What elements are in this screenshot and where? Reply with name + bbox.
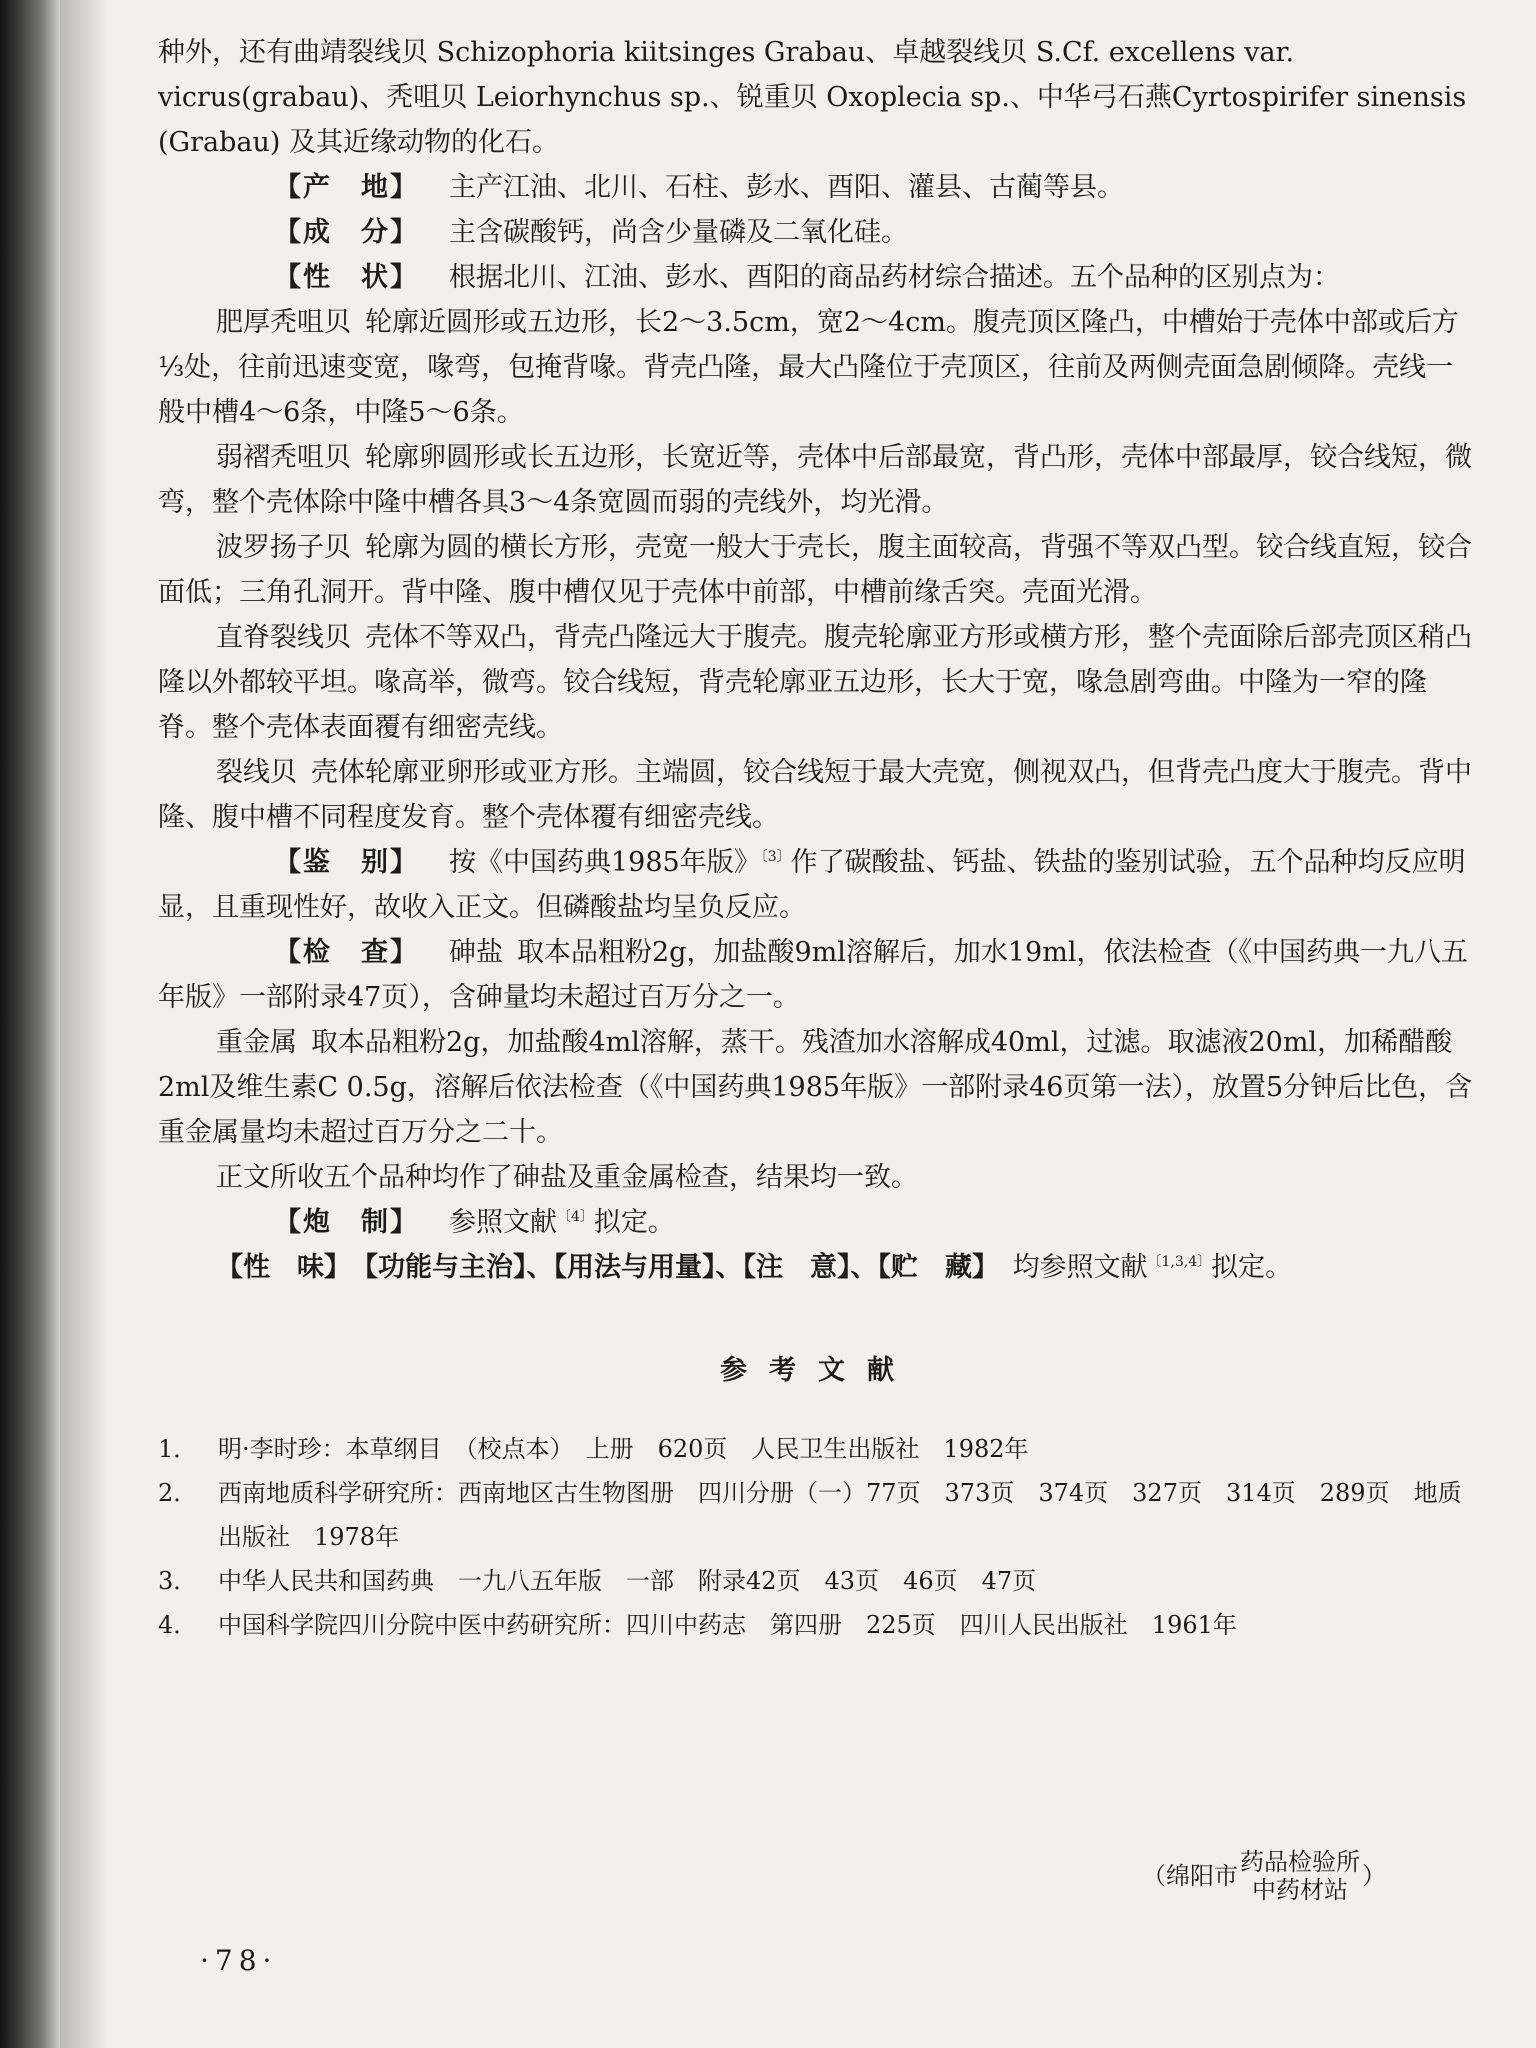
signature-institutions [1240,1848,1360,1904]
identification-heading: 【鉴 别】 [274,847,419,878]
signature-institution-2: 中药材站 [1252,1876,1348,1904]
intro-paragraph: 种外，还有曲靖裂线贝 Schizophoria kiitsinges Grabau、卓越裂线贝 S.Cf. excellens var. vicrus(grabau)、秃咀贝 Leiorhynchus sp.、锐重贝 Oxoplecia sp.、中华弓石燕Cyrtospirifer sinensis (Grabau) 及其近缘动物的化石。 [158,37,1467,158]
reference-text: 中国科学院四川分院中医中药研究所：四川中药志 第四册 225页 四川人民出版社 1961年 [218,1611,1237,1639]
signature-close: ） [1362,1862,1386,1890]
other-text-pre: 均参照文献 [985,1252,1148,1283]
reference-item [158,1471,1478,1559]
processing-heading: 【炮 制】 [274,1207,419,1238]
species-description: 壳体不等双凸，背壳凸隆远大于腹壳。腹壳轮廓亚方形或横方形，整个壳面除后部壳顶区稍凸隆以外都较平坦。喙高举，微弯。铰合线短，背壳轮廓亚五边形，长大于宽，喙急剧弯曲。中隆为一窄的隆脊。整个壳体表面覆有细密壳线。 [158,622,1472,743]
page-number: ·78· [200,1944,278,1977]
reference-text: 西南地质科学研究所：西南地区古生物图册 四川分册（一）77页 373页 374页 327页 314页 289页 地质出版社 1978年 [218,1479,1462,1551]
composition-heading: 【成 分】 [274,217,419,248]
reference-number: 1． [158,1435,198,1463]
species-paragraph [158,615,1478,750]
reference-item [158,1603,1478,1647]
species-name: 直脊裂线贝 [216,622,351,653]
citation-mark: 〔1,3,4〕 [1147,1254,1212,1270]
signature-city: （绵阳市 [1142,1862,1238,1890]
inspection-heading: 【检 查】 [274,937,419,968]
traits-section [158,255,1478,300]
traits-text: 根据北川、江油、彭水、酉阳的商品药材综合描述。五个品种的区别点为： [449,262,1340,293]
signature-institution-1: 药品检验所 [1240,1848,1360,1876]
species-name: 波罗扬子贝 [216,532,351,563]
page-body [158,30,1478,1647]
species-paragraph [158,750,1478,840]
reference-number: 4． [158,1611,198,1639]
heavy-metal-term: 重金属 [216,1027,297,1058]
identification-text-pre: 按《中国药典1985年版》 [449,847,761,878]
processing-section [158,1200,1478,1245]
identification-section [158,840,1478,930]
origin-text: 主产江油、北川、石柱、彭水、酉阳、灌县、古蔺等县。 [449,172,1124,203]
summary-paragraph: 正文所收五个品种均作了砷盐及重金属检查，结果均一致。 [216,1162,918,1193]
composition-text: 主含碳酸钙，尚含少量磷及二氧化硅。 [449,217,908,248]
citation-mark: 〔3〕 [760,849,791,865]
reference-text: 中华人民共和国药典 一九八五年版 一部 附录42页 43页 46页 47页 [218,1567,1037,1595]
identification-text: 作了碳酸盐、钙盐、铁盐的鉴别试验，五个品种均反应明显，且重现性好，故收入正文。但磷酸盐均呈负反应。 [158,847,1466,923]
processing-text-pre: 参照文献 [449,1207,557,1238]
reference-item [158,1559,1478,1603]
reference-list [158,1427,1478,1647]
traits-heading: 【性 状】 [274,262,419,293]
species-paragraph [158,435,1478,525]
other-headings: 【性 味】 【功能与主治】、【用法与用量】、【注 意】、【贮 藏】 [216,1252,986,1283]
origin-section [158,165,1478,210]
species-description: 轮廓近圆形或五边形，长2～3.5cm，宽2～4cm。腹壳顶区隆凸，中槽始于壳体中部或后方⅓处，往前迅速变宽，喙弯，包掩背喙。背壳凸隆，最大凸隆位于壳顶区，往前及两侧壳面急剧倾降。壳线一般中槽4～6条，中隆5～6条。 [158,307,1459,428]
heavy-metal-paragraph [158,1020,1478,1155]
reference-text: 明·李时珍：本草纲目 （校点本） 上册 620页 人民卫生出版社 1982年 [218,1435,1029,1463]
composition-section [158,210,1478,255]
other-text: 拟定。 [1211,1252,1293,1283]
gutter-shading [60,0,110,2048]
species-description: 壳体轮廓亚卵形或亚方形。主端圆，铰合线短于最大壳宽，侧视双凸，但背壳凸度大于腹壳。背中隆、腹中槽不同程度发育。整个壳体覆有细密壳线。 [158,757,1472,833]
inspection-section [158,930,1478,1020]
reference-item [158,1427,1478,1471]
species-paragraph [158,300,1478,435]
species-name: 肥厚秃咀贝 [216,307,351,338]
reference-number: 2． [158,1479,198,1507]
reference-number: 3． [158,1567,198,1595]
species-paragraph [158,525,1478,615]
processing-text: 拟定。 [593,1207,675,1238]
references-heading: 参考文献 [720,1355,916,1386]
species-description: 轮廓卵圆形或长五边形，长宽近等，壳体中后部最宽，背凸形，壳体中部最厚，铰合线短，微弯，整个壳体除中隆中槽各具3～4条宽圆而弱的壳线外，均光滑。 [158,442,1472,518]
book-binding-shadow [0,0,60,2048]
arsenic-text: 取本品粗粉2g，加盐酸9ml溶解后，加水19ml，依法检查（《中国药典一九八五年版》一部附录47页），含砷量均未超过百万分之一。 [158,937,1468,1013]
species-name: 裂线贝 [216,757,297,788]
other-sections [158,1245,1478,1290]
origin-heading: 【产 地】 [274,172,419,203]
species-description: 轮廓为圆的横长方形，壳宽一般大于壳长，腹主面较高，背强不等双凸型。铰合线直短，铰合面低；三角孔洞开。背中隆、腹中槽仅见于壳体中前部，中槽前缘舌突。壳面光滑。 [158,532,1472,608]
heavy-metal-text: 取本品粗粉2g，加盐酸4ml溶解，蒸干。残渣加水溶解成40ml，过滤。取滤液20ml，加稀醋酸2ml及维生素C 0.5g，溶解后依法检查（《中国药典1985年版》一部附录46页第一法），放置5分钟后比色，含重金属量均未超过百万分之二十。 [158,1027,1473,1148]
citation-mark: 〔4〕 [557,1209,594,1225]
species-name: 弱褶秃咀贝 [216,442,351,473]
author-signature [1142,1848,1386,1904]
arsenic-term: 砷盐 [449,937,503,968]
